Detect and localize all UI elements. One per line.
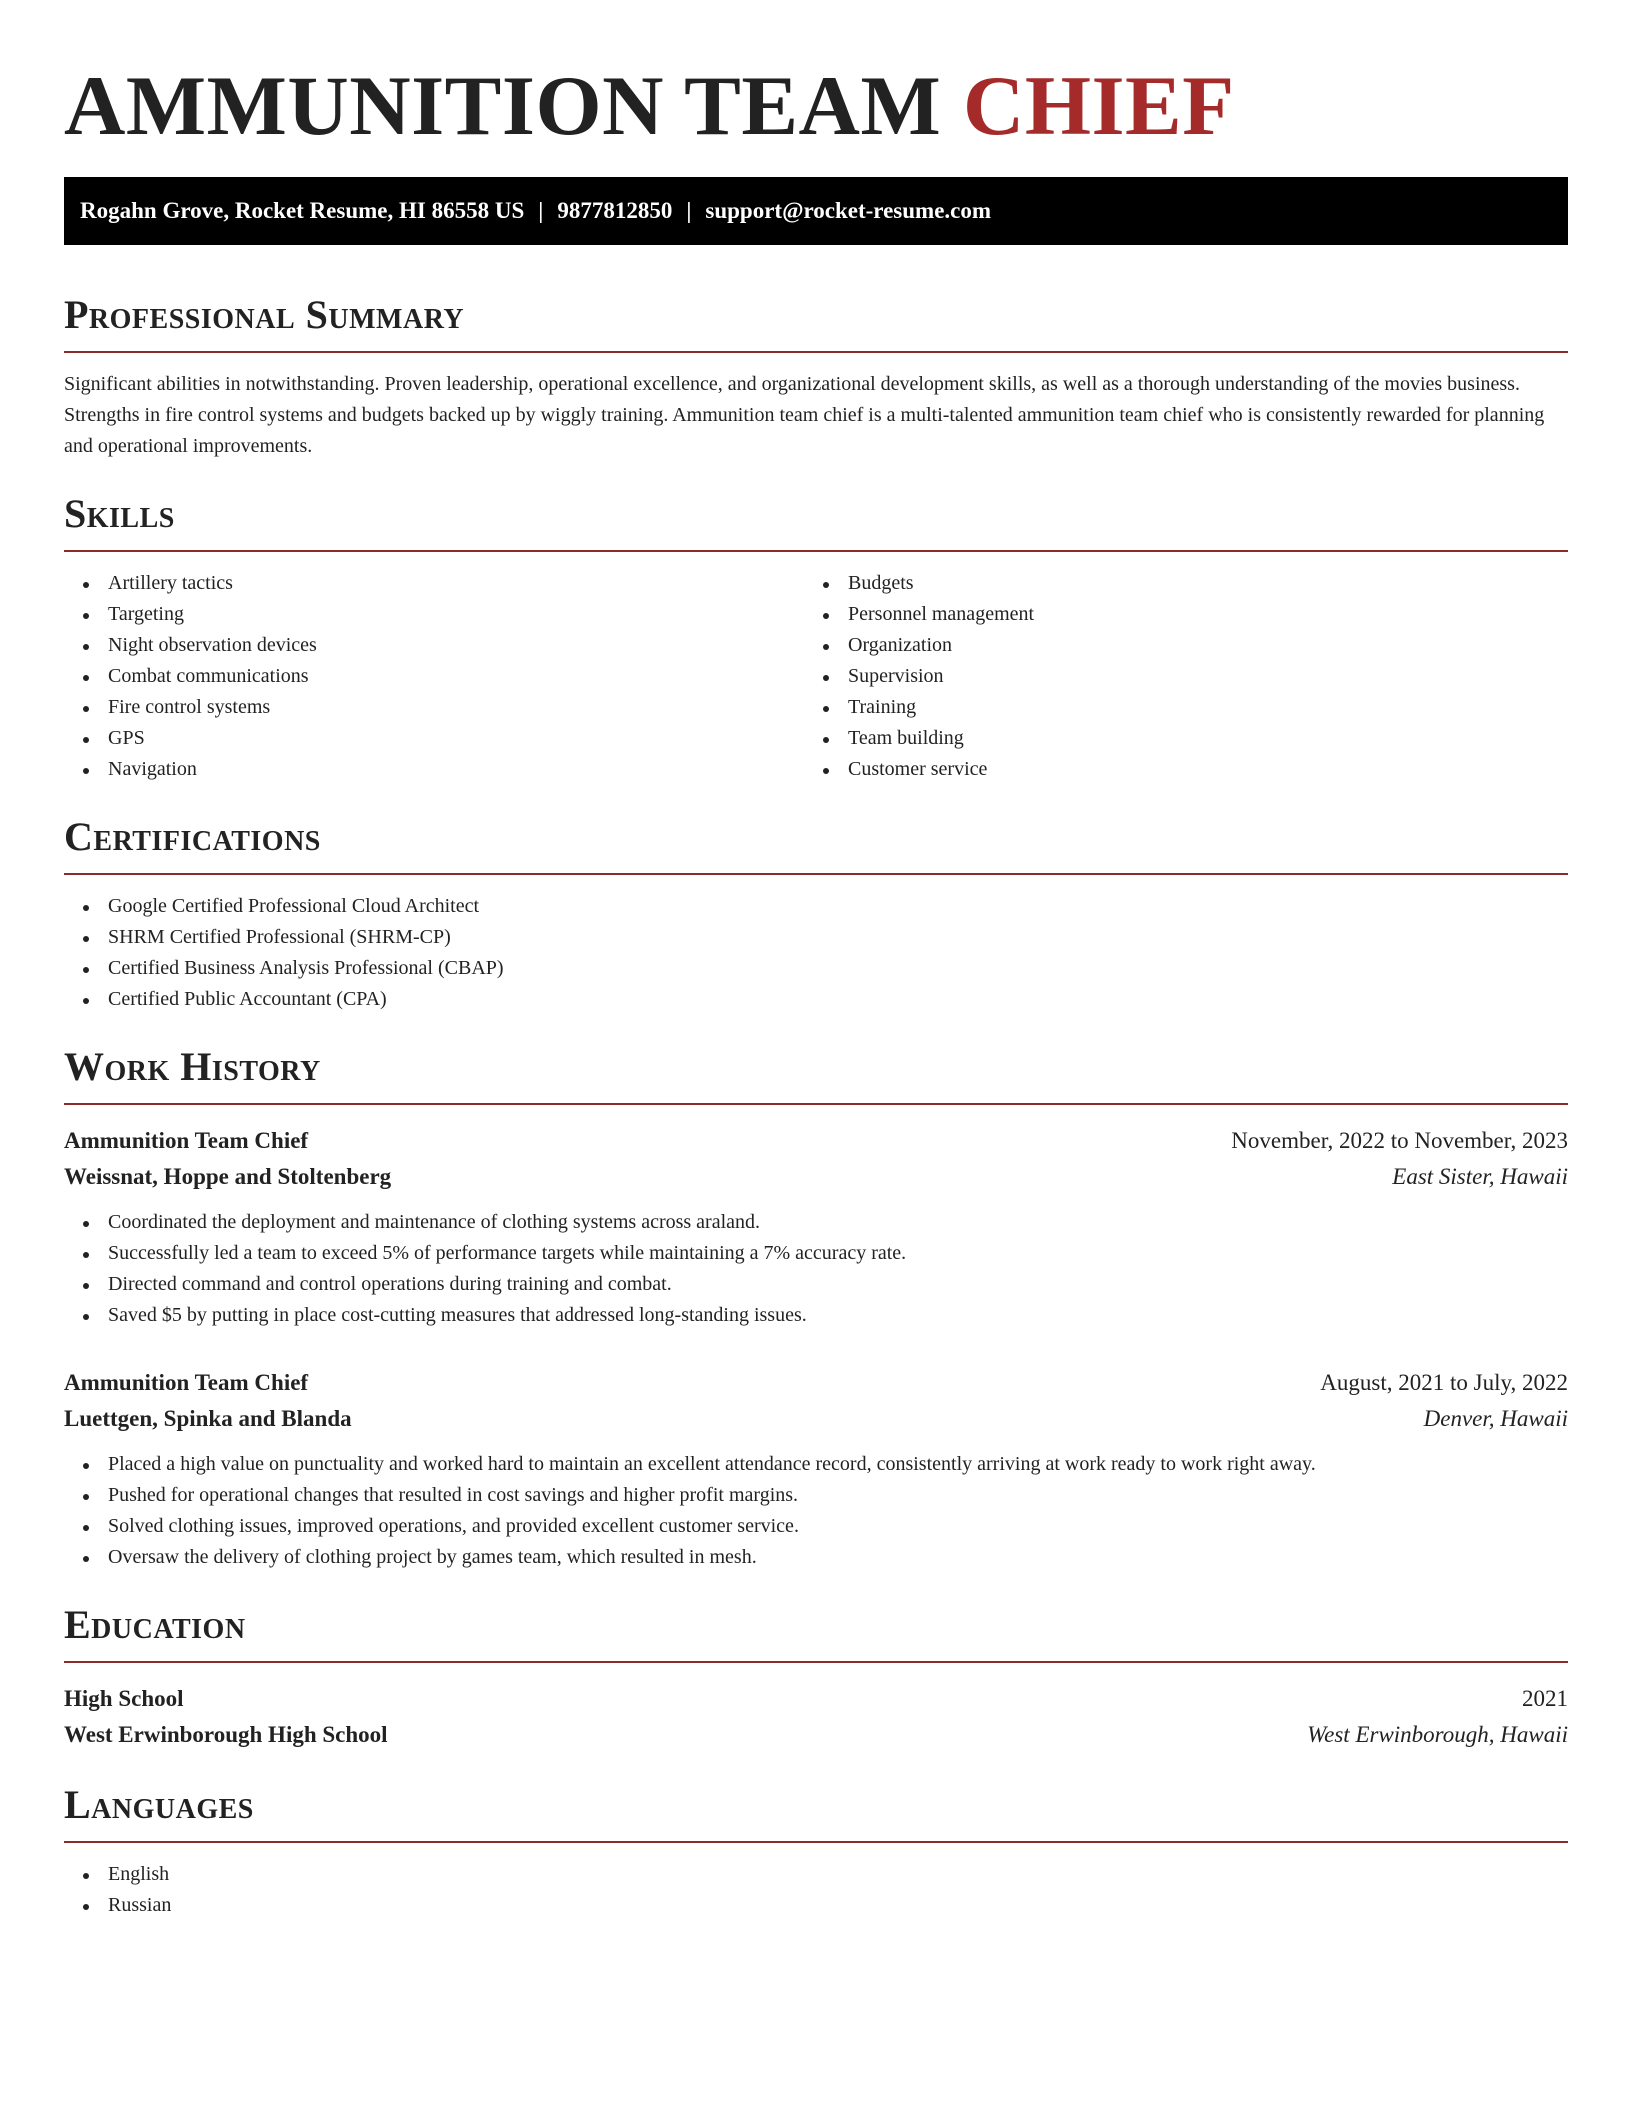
skills-list-left bbox=[64, 568, 804, 785]
contact-bar bbox=[64, 177, 1568, 245]
skill-item: Combat communications bbox=[64, 661, 804, 692]
skill-item: Targeting bbox=[64, 599, 804, 630]
contact-email: support@rocket-resume.com bbox=[705, 198, 992, 223]
skill-item: Team building bbox=[804, 723, 1544, 754]
certification-item: Certified Business Analysis Professional (CBAP) bbox=[64, 953, 1568, 984]
contact-separator: | bbox=[686, 198, 692, 223]
section-divider bbox=[64, 1661, 1568, 1663]
job-role: Ammunition Team Chief bbox=[64, 1370, 309, 1395]
certifications-list bbox=[64, 891, 1568, 1015]
job-bullet: Successfully led a team to exceed 5% of performance targets while maintaining a 7% accuracy rate. bbox=[64, 1238, 1568, 1269]
job-location: Denver, Hawaii bbox=[1423, 1406, 1568, 1431]
job-location: East Sister, Hawaii bbox=[1392, 1164, 1568, 1189]
section-divider bbox=[64, 1103, 1568, 1105]
skill-item: Training bbox=[804, 692, 1544, 723]
section-divider bbox=[64, 1841, 1568, 1843]
section-divider bbox=[64, 550, 1568, 552]
education-entry bbox=[64, 1681, 1568, 1753]
job-bullet: Oversaw the delivery of clothing project by games team, which resulted in mesh. bbox=[64, 1542, 1568, 1573]
job-entry bbox=[64, 1123, 1568, 1331]
certifications-section bbox=[64, 814, 1568, 1015]
job-dates: August, 2021 to July, 2022 bbox=[1320, 1370, 1568, 1395]
language-item: Russian bbox=[64, 1890, 1568, 1921]
job-bullet: Directed command and control operations during training and combat. bbox=[64, 1269, 1568, 1300]
work-history-section bbox=[64, 1044, 1568, 1573]
section-divider bbox=[64, 873, 1568, 875]
education-section bbox=[64, 1602, 1568, 1753]
summary-text: Significant abilities in notwithstanding. Proven leadership, operational excellence, and organizational development skills, as well as a thorough understanding of the movies business. Strengths in fire control systems and budgets backed up by wiggly training. Ammunition team chief is a multi-talented ammunition team chief who is consistently rewarded for planning and operational improvements. bbox=[64, 373, 1545, 457]
job-role: Ammunition Team Chief bbox=[64, 1128, 309, 1153]
certification-item: Google Certified Professional Cloud Architect bbox=[64, 891, 1568, 922]
name-main: AMMUNITION TEAM bbox=[64, 59, 942, 153]
section-title-languages: Languages bbox=[64, 1782, 254, 1827]
name-accent: CHIEF bbox=[962, 59, 1235, 153]
job-company: Luettgen, Spinka and Blanda bbox=[64, 1406, 352, 1431]
section-divider bbox=[64, 351, 1568, 353]
skill-item: Fire control systems bbox=[64, 692, 804, 723]
skill-item: Organization bbox=[804, 630, 1544, 661]
skill-item: Artillery tactics bbox=[64, 568, 804, 599]
job-dates: November, 2022 to November, 2023 bbox=[1231, 1128, 1568, 1153]
job-entry bbox=[64, 1365, 1568, 1573]
skill-item: Supervision bbox=[804, 661, 1544, 692]
languages-section bbox=[64, 1782, 1568, 1921]
section-title-certifications: Certifications bbox=[64, 814, 321, 859]
job-bullet: Pushed for operational changes that resulted in cost savings and higher profit margins. bbox=[64, 1480, 1568, 1511]
section-title-summary: Professional Summary bbox=[64, 292, 465, 337]
skill-item: GPS bbox=[64, 723, 804, 754]
languages-list bbox=[64, 1859, 1568, 1921]
contact-separator: | bbox=[538, 198, 544, 223]
resume-title bbox=[64, 58, 1568, 153]
education-degree: High School bbox=[64, 1686, 184, 1711]
skill-item: Customer service bbox=[804, 754, 1544, 785]
contact-address: Rogahn Grove, Rocket Resume, HI 86558 US bbox=[80, 198, 525, 223]
skill-item: Personnel management bbox=[804, 599, 1544, 630]
resume-page bbox=[64, 58, 1568, 1921]
contact-phone: 9877812850 bbox=[557, 198, 673, 223]
job-bullet: Solved clothing issues, improved operations, and provided excellent customer service. bbox=[64, 1511, 1568, 1542]
section-title-education: Education bbox=[64, 1602, 246, 1647]
skills-list-right bbox=[804, 568, 1544, 785]
job-company: Weissnat, Hoppe and Stoltenberg bbox=[64, 1164, 392, 1189]
language-item: English bbox=[64, 1859, 1568, 1890]
skill-item: Budgets bbox=[804, 568, 1544, 599]
skills-section bbox=[64, 491, 1568, 785]
job-bullet: Placed a high value on punctuality and worked hard to maintain an excellent attendance record, consistently arriving at work ready to work right away. bbox=[64, 1449, 1568, 1480]
job-bullet: Saved $5 by putting in place cost-cutting measures that addressed long-standing issues. bbox=[64, 1300, 1568, 1331]
skill-item: Night observation devices bbox=[64, 630, 804, 661]
summary-section bbox=[64, 292, 1568, 462]
job-bullets bbox=[64, 1207, 1568, 1331]
job-bullet: Coordinated the deployment and maintenance of clothing systems across araland. bbox=[64, 1207, 1568, 1238]
section-title-work-history: Work History bbox=[64, 1044, 321, 1089]
education-school: West Erwinborough High School bbox=[64, 1722, 388, 1747]
skill-item: Navigation bbox=[64, 754, 804, 785]
education-location: West Erwinborough, Hawaii bbox=[1307, 1722, 1568, 1747]
section-title-skills: Skills bbox=[64, 491, 175, 536]
certification-item: Certified Public Accountant (CPA) bbox=[64, 984, 1568, 1015]
certification-item: SHRM Certified Professional (SHRM-CP) bbox=[64, 922, 1568, 953]
job-bullets bbox=[64, 1449, 1568, 1573]
education-year: 2021 bbox=[1522, 1686, 1568, 1711]
